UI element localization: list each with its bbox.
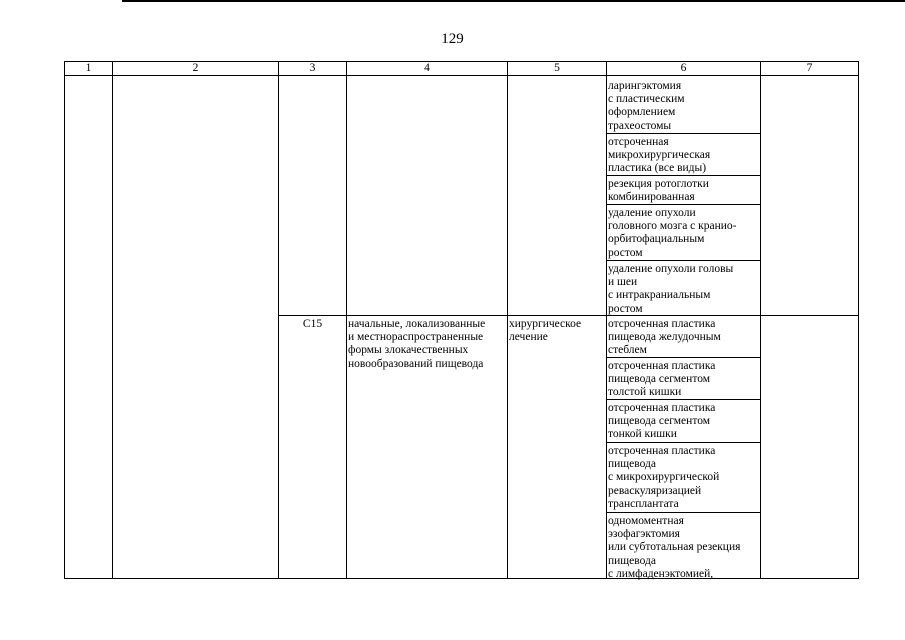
- column-header-5: 5: [554, 62, 560, 74]
- column-header-3: 3: [309, 62, 316, 74]
- method-cell: отсроченная пластика пищевода желудочным стеблем: [608, 318, 721, 357]
- condition-description: начальные, локализованные и местнораспространенные формы злокачественных новообразований пищевода: [348, 318, 486, 370]
- method-cell: одномоментная эзофагэктомия или субтотальная резекция пищевода с лимфаденэктомией,: [608, 515, 741, 580]
- column-header-7: 7: [806, 62, 813, 74]
- column-header-4: 4: [424, 62, 430, 74]
- method-cell: отсроченная пластика пищевода с микрохирургической реваскуляризацией трансплантата: [608, 445, 720, 510]
- method-cell: отсроченная пластика пищевода сегментом толстой кишки: [608, 360, 716, 399]
- column-header-1: 1: [85, 62, 92, 74]
- treatment-type: хирургическое лечение: [509, 318, 582, 344]
- method-cell: отсроченная пластика пищевода сегментом тонкой кишки: [608, 402, 716, 441]
- method-cell: удаление опухоли головного мозга с кранио- орбитофациальным ростом: [608, 207, 737, 259]
- method-cell: отсроченная микрохирургическая пластика (все виды): [608, 136, 711, 175]
- icd-code: C15: [302, 318, 323, 330]
- method-cell: удаление опухоли головы и шеи с интракраниальным ростом: [608, 263, 734, 315]
- method-cell: резекция ротоглотки комбинированная: [608, 178, 709, 204]
- method-cell: ларингэктомия с пластическим оформлением трахеостомы: [608, 80, 685, 132]
- column-header-2: 2: [192, 62, 199, 74]
- column-header-6: 6: [680, 62, 687, 74]
- page-number: 129: [441, 31, 464, 47]
